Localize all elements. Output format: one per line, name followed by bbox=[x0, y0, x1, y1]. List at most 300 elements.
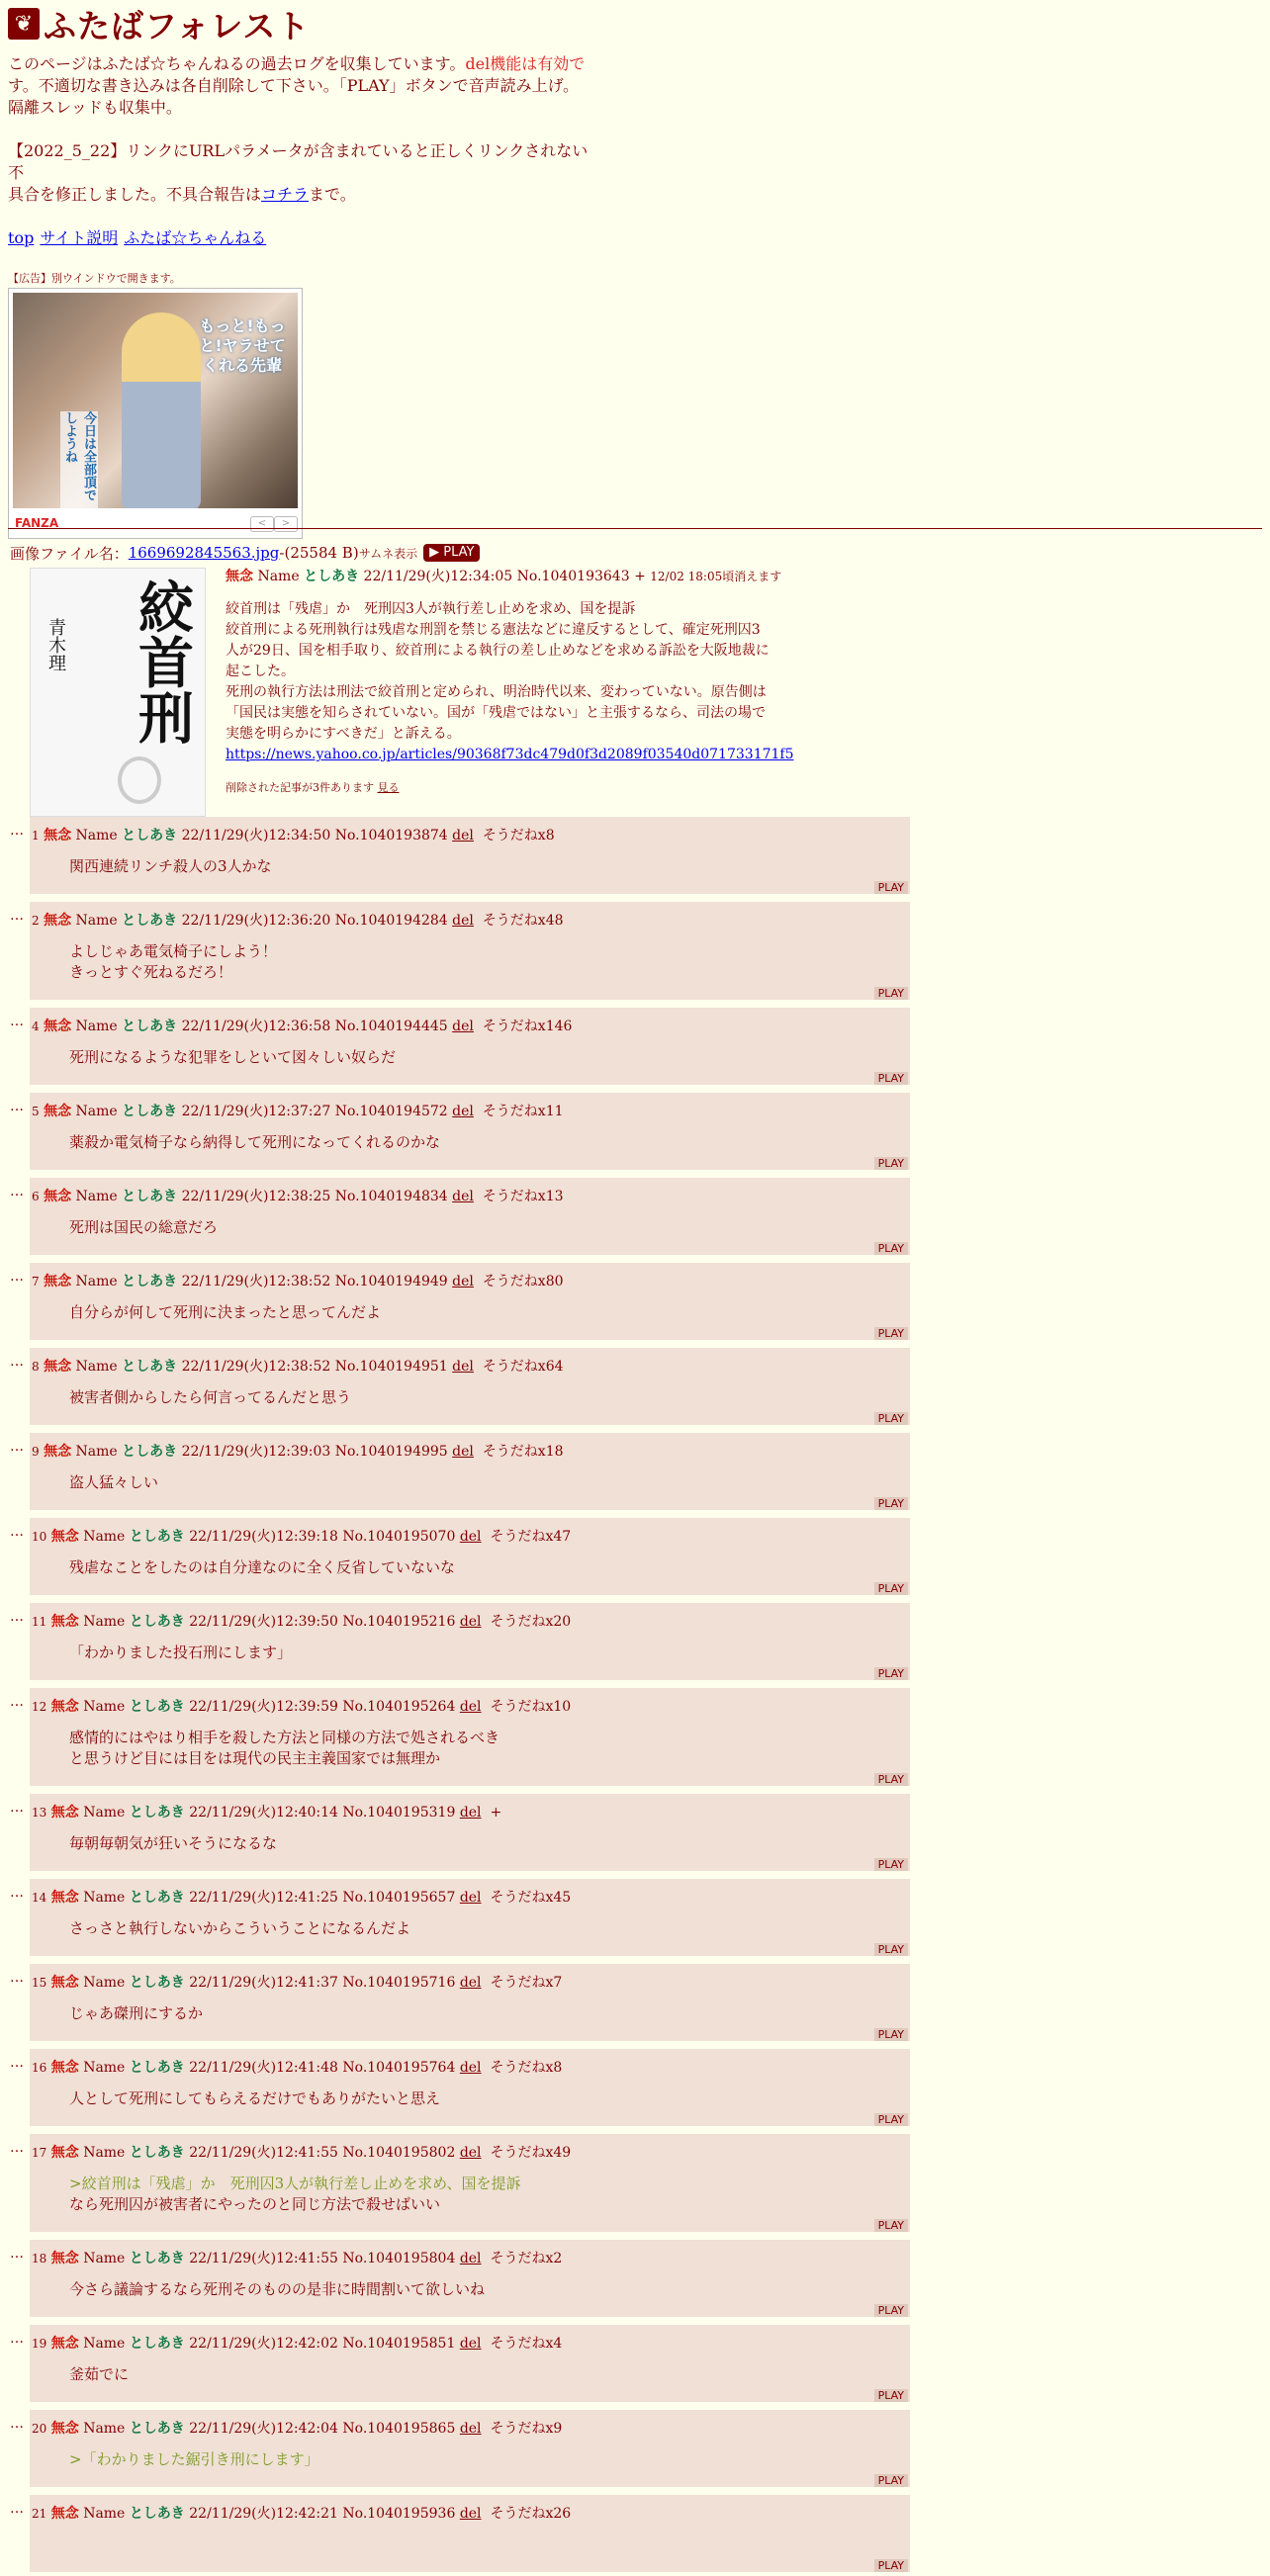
reply-marker: … bbox=[10, 2416, 24, 2432]
reply-post bbox=[10, 1093, 910, 1174]
reply-line: さっさと執行しないからこういうことになるんだよ bbox=[69, 1919, 411, 1937]
del-link[interactable]: del bbox=[459, 1699, 482, 1715]
reply-name-label: Name bbox=[83, 2506, 126, 2522]
nav-futaba[interactable]: ふたば☆ちゃんねる bbox=[124, 228, 267, 247]
reply-number: 7 bbox=[32, 1275, 40, 1288]
reply-post bbox=[10, 1178, 910, 1259]
site-title: ふたばフォレスト bbox=[44, 6, 311, 45]
reply-header bbox=[32, 1526, 571, 1546]
reply-line: きっとすぐ死ねるだろ！ bbox=[69, 963, 233, 981]
sodane-button[interactable]: そうだねx18 bbox=[482, 1444, 564, 1460]
reply-body bbox=[69, 1387, 351, 1408]
reply-header bbox=[32, 1101, 564, 1120]
reply-name-label: Name bbox=[83, 1890, 126, 1906]
reply-marker: … bbox=[10, 1269, 24, 1285]
ad-next-icon[interactable]: > bbox=[274, 516, 298, 532]
reply-title: 無念 bbox=[50, 1975, 79, 1991]
reply-line: 「わかりました投石刑にします」 bbox=[69, 1643, 293, 1661]
reply-header bbox=[32, 1887, 571, 1907]
reply-line: 毎朝毎朝気が狂いそうになるな bbox=[69, 1834, 278, 1852]
reply-name: としあき bbox=[129, 2421, 185, 2437]
play-button[interactable]: ▶ PLAY bbox=[423, 544, 480, 562]
play-button[interactable]: PLAY bbox=[874, 1327, 908, 1340]
reply-box bbox=[30, 1093, 910, 1170]
play-button[interactable]: PLAY bbox=[874, 881, 908, 894]
play-button[interactable]: PLAY bbox=[874, 1412, 908, 1425]
reply-title: 無念 bbox=[50, 1805, 79, 1821]
del-link[interactable]: del bbox=[452, 1359, 474, 1375]
reply-line: 残虐なことをしたのは自分達なのに全く反省していないな bbox=[69, 1558, 456, 1576]
del-link[interactable]: del bbox=[452, 1104, 474, 1119]
reply-number: 13 bbox=[32, 1806, 47, 1820]
reply-number: 6 bbox=[32, 1190, 40, 1203]
reply-line: なら死刑囚が被害者にやったのと同じ方法で殺せばいい bbox=[69, 2195, 441, 2213]
sodane-button[interactable]: そうだねx64 bbox=[482, 1359, 564, 1375]
ad-illustration bbox=[122, 312, 201, 508]
reply-header bbox=[32, 2503, 571, 2523]
reply-name: としあき bbox=[122, 1444, 178, 1460]
reply-name: としあき bbox=[129, 2336, 185, 2352]
del-link[interactable]: del bbox=[459, 2145, 482, 2161]
reply-header bbox=[32, 1356, 564, 1376]
reply-date: 22/11/29(火)12:39:18 No.1040195070 bbox=[189, 1529, 456, 1545]
del-link[interactable]: del bbox=[452, 1274, 474, 1289]
reply-name: としあき bbox=[129, 1890, 185, 1906]
play-button[interactable]: PLAY bbox=[874, 1072, 908, 1085]
sodane-button[interactable]: そうだねx47 bbox=[490, 1529, 572, 1545]
site-nav bbox=[8, 225, 591, 248]
reply-marker: … bbox=[10, 1184, 24, 1199]
site-notice: 【2022_5_22】リンクにURLパラメータが含まれていると正しくリンクされない不 具合を修正しました。不具合報告はコチラまで。 bbox=[8, 141, 589, 204]
reply-number: 21 bbox=[32, 2507, 47, 2521]
reply-body bbox=[69, 941, 277, 983]
reply-header bbox=[32, 1016, 572, 1035]
reply-body bbox=[69, 1302, 381, 1323]
reply-post bbox=[10, 2325, 910, 2406]
reply-line: 盗人猛々しい bbox=[69, 1473, 159, 1491]
play-button[interactable]: PLAY bbox=[874, 2389, 908, 2402]
op-thumbnail[interactable] bbox=[30, 568, 206, 817]
reply-name: としあき bbox=[122, 1019, 178, 1034]
del-link[interactable]: del bbox=[452, 1189, 474, 1204]
sodane-button[interactable]: そうだねx8 bbox=[482, 828, 555, 844]
del-link[interactable]: del bbox=[459, 1529, 482, 1545]
reply-post bbox=[10, 902, 910, 1004]
reply-header bbox=[32, 1271, 564, 1290]
reply-line: 今さら議論するなら死刑そのものの是非に時間割いて欲しいね bbox=[69, 2280, 486, 2298]
reply-number: 9 bbox=[32, 1445, 40, 1459]
reply-header bbox=[32, 2248, 562, 2267]
reply-marker: … bbox=[10, 1354, 24, 1370]
del-link[interactable]: del bbox=[452, 828, 474, 844]
reply-body bbox=[69, 2279, 485, 2300]
reply-marker: … bbox=[10, 1970, 24, 1986]
reply-name: としあき bbox=[122, 828, 178, 844]
reply-date: 22/11/29(火)12:41:55 No.1040195804 bbox=[189, 2251, 456, 2266]
reply-name-label: Name bbox=[83, 1805, 126, 1821]
reply-header bbox=[32, 2057, 562, 2077]
reply-name: としあき bbox=[122, 1104, 178, 1119]
play-button[interactable]: PLAY bbox=[874, 1242, 908, 1255]
play-button[interactable]: PLAY bbox=[874, 1157, 908, 1170]
reply-name: としあき bbox=[122, 1359, 178, 1375]
reply-name-label: Name bbox=[83, 2421, 126, 2437]
reply-number: 20 bbox=[32, 2422, 47, 2436]
deleted-note: 削除された記事が3件あります 見る bbox=[226, 781, 400, 794]
reply-number: 1 bbox=[32, 829, 40, 843]
reply-body bbox=[69, 1047, 396, 1068]
del-link[interactable]: del bbox=[459, 1890, 482, 1906]
reply-title: 無念 bbox=[50, 1614, 79, 1630]
reply-title: 無念 bbox=[50, 2251, 79, 2266]
reply-line: 被害者側からしたら何言ってるんだと思う bbox=[69, 1388, 352, 1406]
reply-box bbox=[30, 1518, 910, 1595]
reply-name: としあき bbox=[129, 2506, 185, 2522]
reply-post bbox=[10, 1433, 910, 1514]
reply-name-label: Name bbox=[83, 2336, 126, 2352]
sodane-button[interactable]: そうだねx48 bbox=[482, 913, 564, 929]
reply-name: としあき bbox=[129, 1975, 185, 1991]
reply-number: 14 bbox=[32, 1891, 47, 1905]
reply-title: 無念 bbox=[44, 1189, 72, 1204]
file-link[interactable]: 1669692845563.jpg bbox=[128, 544, 280, 562]
play-button[interactable]: PLAY bbox=[874, 2028, 908, 2041]
reply-date: 22/11/29(火)12:42:04 No.1040195865 bbox=[189, 2421, 456, 2437]
reply-box bbox=[30, 902, 910, 1000]
del-link[interactable]: del bbox=[452, 1019, 474, 1034]
reply-box bbox=[30, 1603, 910, 1680]
ad-note: 【広告】別ウインドウで開きます。 bbox=[8, 272, 181, 285]
reply-name-label: Name bbox=[75, 1104, 118, 1119]
show-deleted-link[interactable]: 見る bbox=[377, 781, 400, 794]
reply-header bbox=[32, 1972, 562, 1992]
del-link[interactable]: del bbox=[452, 1444, 474, 1460]
sodane-button[interactable]: そうだねx8 bbox=[490, 2060, 563, 2076]
reply-marker: … bbox=[10, 1885, 24, 1901]
quote-line: >絞首刑は「残虐」か 死刑囚3人が執行差し止めを求め、国を提訴 bbox=[69, 2175, 521, 2192]
reply-line: よしじゃあ電気椅子にしよう！ bbox=[69, 942, 278, 960]
reply-line: 関西連続リンチ殺人の3人かな bbox=[69, 857, 272, 875]
reply-name: としあき bbox=[122, 1274, 178, 1289]
reply-post bbox=[10, 1008, 910, 1089]
del-link[interactable]: del bbox=[452, 913, 474, 929]
sodane-button[interactable]: そうだねx20 bbox=[490, 1614, 572, 1630]
play-button[interactable]: PLAY bbox=[874, 1858, 908, 1871]
reply-date: 22/11/29(火)12:38:52 No.1040194949 bbox=[181, 1274, 448, 1289]
sodane-button[interactable]: そうだねx80 bbox=[482, 1274, 564, 1289]
reply-date: 22/11/29(火)12:41:25 No.1040195657 bbox=[189, 1890, 456, 1906]
reply-line: 感情的にはやはり相手を殺した方法と同様の方法で処されるべき bbox=[69, 1729, 500, 1746]
reply-line: 死刑になるような犯罪をしといて図々しい奴らだ bbox=[69, 1048, 397, 1066]
reply-box bbox=[30, 1433, 910, 1510]
reply-marker: … bbox=[10, 823, 24, 839]
reply-post bbox=[10, 1688, 910, 1790]
reply-post bbox=[10, 1964, 910, 2045]
reply-number: 4 bbox=[32, 1020, 40, 1033]
reply-name-label: Name bbox=[75, 1274, 118, 1289]
nav-about[interactable]: サイト説明 bbox=[40, 228, 119, 247]
leaf-icon: ❦ bbox=[8, 8, 40, 40]
reply-marker: … bbox=[10, 2331, 24, 2347]
play-button[interactable]: PLAY bbox=[874, 987, 908, 1000]
sodane-button[interactable]: そうだねx13 bbox=[482, 1189, 564, 1204]
reply-title: 無念 bbox=[50, 2421, 79, 2437]
reply-number: 5 bbox=[32, 1105, 40, 1118]
sodane-button[interactable]: そうだねx26 bbox=[490, 2506, 572, 2522]
ad-side-text: 今日は全部頂でしようね bbox=[60, 411, 98, 508]
reply-header bbox=[32, 1611, 571, 1631]
reply-name: としあき bbox=[129, 1614, 185, 1630]
divider bbox=[8, 528, 1262, 529]
reply-marker: … bbox=[10, 1099, 24, 1114]
play-button[interactable]: PLAY bbox=[874, 2113, 908, 2126]
reply-body bbox=[69, 2364, 129, 2385]
reply-line: 死刑は国民の総意だろ bbox=[69, 1218, 219, 1236]
sodane-button[interactable]: + bbox=[490, 1805, 502, 1821]
reply-date: 22/11/29(火)12:39:50 No.1040195216 bbox=[189, 1614, 456, 1630]
reply-marker: … bbox=[10, 2055, 24, 2071]
reply-header bbox=[32, 910, 564, 930]
reply-name-label: Name bbox=[75, 1359, 118, 1375]
del-link[interactable]: del bbox=[459, 2421, 482, 2437]
reply-date: 22/11/29(火)12:38:25 No.1040194834 bbox=[181, 1189, 448, 1204]
reply-line: じゃあ磔刑にするか bbox=[69, 2004, 204, 2022]
reply-name: としあき bbox=[122, 913, 178, 929]
del-link[interactable]: del bbox=[459, 2506, 482, 2522]
reply-number: 2 bbox=[32, 914, 40, 928]
reply-title: 無念 bbox=[44, 1104, 72, 1119]
reply-header bbox=[32, 1441, 564, 1461]
reply-marker: … bbox=[10, 2246, 24, 2262]
sodane-button[interactable]: そうだねx4 bbox=[490, 2336, 563, 2352]
reply-marker: … bbox=[10, 1800, 24, 1816]
ad-footer bbox=[13, 514, 298, 534]
play-button[interactable]: PLAY bbox=[874, 1667, 908, 1680]
reply-line: と思うけど目には目をは現代の民主主義国家では無理か bbox=[69, 1749, 441, 1767]
reply-title: 無念 bbox=[44, 1359, 72, 1375]
reply-post bbox=[10, 1518, 910, 1599]
site-logo[interactable] bbox=[8, 0, 591, 47]
reply-number: 12 bbox=[32, 1700, 47, 1714]
reply-body bbox=[69, 1472, 158, 1493]
thumb-toggle[interactable]: サムネ表示 bbox=[358, 546, 418, 561]
reply-number: 19 bbox=[32, 2337, 47, 2351]
reply-date: 22/11/29(火)12:42:21 No.1040195936 bbox=[189, 2506, 456, 2522]
play-button[interactable]: PLAY bbox=[874, 1582, 908, 1595]
reply-body bbox=[69, 2003, 203, 2024]
reply-marker: … bbox=[10, 1439, 24, 1455]
reply-box bbox=[30, 1348, 910, 1425]
op-post bbox=[10, 564, 1137, 833]
reply-name: としあき bbox=[129, 1805, 185, 1821]
reply-post bbox=[10, 1879, 910, 1960]
reply-box bbox=[30, 1263, 910, 1340]
reply-line: 人として死刑にしてもらえるだけでもありがたいと思え bbox=[69, 2089, 441, 2107]
ad-banner[interactable] bbox=[8, 288, 303, 539]
reply-marker: … bbox=[10, 1694, 24, 1710]
play-button[interactable]: PLAY bbox=[874, 2219, 908, 2232]
sodane-button[interactable]: そうだねx2 bbox=[490, 2251, 563, 2266]
reply-name: としあき bbox=[129, 2060, 185, 2076]
play-button[interactable]: PLAY bbox=[874, 2304, 908, 2317]
reply-name: としあき bbox=[129, 1699, 185, 1715]
reply-title: 無念 bbox=[50, 2060, 79, 2076]
reply-name: としあき bbox=[129, 2251, 185, 2266]
reply-number: 16 bbox=[32, 2061, 47, 2075]
reply-body bbox=[69, 1557, 455, 1578]
quote-line: >「わかりました鋸引き刑にします」 bbox=[69, 2450, 319, 2468]
del-link[interactable]: del bbox=[459, 2060, 482, 2076]
ad-prev-icon[interactable]: < bbox=[250, 516, 274, 532]
sodane-button[interactable]: そうだねx10 bbox=[490, 1699, 572, 1715]
reply-date: 22/11/29(火)12:36:20 No.1040194284 bbox=[181, 913, 448, 929]
reply-name-label: Name bbox=[83, 1529, 126, 1545]
reply-marker: … bbox=[10, 2140, 24, 2156]
op-plus[interactable]: + bbox=[634, 569, 646, 584]
reply-box bbox=[30, 2049, 910, 2126]
reply-name: としあき bbox=[129, 2145, 185, 2161]
reply-date: 22/11/29(火)12:36:58 No.1040194445 bbox=[181, 1019, 448, 1034]
reply-post bbox=[10, 2134, 910, 2236]
reply-number: 17 bbox=[32, 2146, 47, 2160]
reply-post bbox=[10, 2049, 910, 2130]
sodane-button[interactable]: そうだねx45 bbox=[490, 1890, 572, 1906]
nav-top[interactable]: top bbox=[8, 228, 35, 247]
reply-name-label: Name bbox=[83, 2060, 126, 2076]
sodane-button[interactable]: そうだねx7 bbox=[490, 1975, 563, 1991]
reply-body bbox=[69, 1217, 218, 1238]
thumb-title: 絞首刑 bbox=[130, 578, 195, 745]
reply-post bbox=[10, 1603, 910, 1684]
reply-box bbox=[30, 1879, 910, 1956]
reply-line: 薬殺か電気椅子なら納得して死刑になってくれるのかな bbox=[69, 1133, 441, 1151]
reply-number: 11 bbox=[32, 1615, 47, 1629]
del-link[interactable]: del bbox=[459, 2251, 482, 2266]
reply-box bbox=[30, 1688, 910, 1786]
thumb-author: 青木理 bbox=[45, 618, 66, 671]
reply-line: 自分らが何して死刑に決まったと思ってんだよ bbox=[69, 1303, 382, 1321]
reply-post bbox=[10, 2240, 910, 2321]
reply-date: 22/11/29(火)12:38:52 No.1040194951 bbox=[181, 1359, 448, 1375]
reply-box bbox=[30, 1178, 910, 1255]
op-header: 無念 Name としあき 22/11/29(火)12:34:05 No.1040193643 + 12/02 18:05頃消えます bbox=[226, 569, 782, 584]
play-button[interactable]: PLAY bbox=[874, 1943, 908, 1956]
reply-box bbox=[30, 1964, 910, 2041]
site-description: このページはふたば☆ちゃんねるの過去ログを収集しています。del機能は有効です。不適切な書き込みは各自削除して下さい。「PLAY」ボタンで音声読み上げ。 隔離スレッドも収集中。 bbox=[8, 54, 586, 117]
reply-marker: … bbox=[10, 1524, 24, 1540]
reply-name-label: Name bbox=[75, 1019, 118, 1034]
reply-body bbox=[69, 2174, 521, 2215]
reply-body bbox=[69, 1728, 499, 1769]
sodane-button[interactable]: そうだねx146 bbox=[482, 1019, 573, 1034]
ad-title: もっと!もっと!ヤラせてくれる先輩 bbox=[199, 316, 286, 375]
reply-name-label: Name bbox=[75, 913, 118, 929]
reply-marker: … bbox=[10, 1014, 24, 1029]
reply-header bbox=[32, 2333, 562, 2353]
reply-box bbox=[30, 817, 910, 894]
reply-name-label: Name bbox=[83, 2251, 126, 2266]
play-button[interactable]: PLAY bbox=[874, 1497, 908, 1510]
reply-name: としあき bbox=[122, 1189, 178, 1204]
reply-body bbox=[69, 1918, 410, 1939]
reply-header bbox=[32, 2142, 571, 2162]
ad-image[interactable] bbox=[13, 293, 298, 508]
reply-title: 無念 bbox=[44, 828, 72, 844]
play-button[interactable]: PLAY bbox=[874, 2474, 908, 2487]
reply-date: 22/11/29(火)12:34:50 No.1040193874 bbox=[181, 828, 448, 844]
reply-date: 22/11/29(火)12:41:55 No.1040195802 bbox=[189, 2145, 456, 2161]
reply-title: 無念 bbox=[50, 2336, 79, 2352]
reply-title: 無念 bbox=[50, 2506, 79, 2522]
reply-date: 22/11/29(火)12:41:37 No.1040195716 bbox=[189, 1975, 456, 1991]
del-link[interactable]: del bbox=[459, 2336, 482, 2352]
del-link[interactable]: del bbox=[459, 1975, 482, 1991]
reply-name-label: Name bbox=[75, 828, 118, 844]
reply-header bbox=[32, 825, 555, 844]
news-link[interactable]: https://news.yahoo.co.jp/articles/90368f73dc479d0f3d2089f03540d071733171f5 bbox=[226, 747, 794, 762]
reply-title: 無念 bbox=[50, 1890, 79, 1906]
reply-name-label: Name bbox=[75, 1444, 118, 1460]
reply-date: 22/11/29(火)12:42:02 No.1040195851 bbox=[189, 2336, 456, 2352]
file-line: 画像ファイル名： 1669692845563.jpg -(25584 B) サムネ表示 ▶ PLAY bbox=[10, 542, 1137, 564]
reply-title: 無念 bbox=[50, 2145, 79, 2161]
op-body: 絞首刑は「残虐」か 死刑囚3人が執行差し止めを求め、国を提訴 絞首刑による死刑執行は残虐な刑罰を禁じる憲法などに違反するとして、確定死刑囚3 人が29日、国を相手取り、絞首刑による執行の差し止めなどを求める訴訟を大阪地裁に 起こした。 死刑の執行方法は刑法で絞首刑と定められ、明治時代以来、変わっていない。原告側は 「国民は実態を知らされていない。国が「残虐ではない」と主張するなら、司法の場で 実態を明らかにすべきだ」と訴える。 https://news.yahoo.co.jp/articles/90368f73dc479d0f3d2089f03540d071733171f5 bbox=[226, 601, 794, 762]
reply-name: としあき bbox=[129, 1529, 185, 1545]
play-button[interactable]: PLAY bbox=[874, 2559, 908, 2572]
reply-title: 無念 bbox=[44, 1444, 72, 1460]
reply-number: 15 bbox=[32, 1976, 47, 1990]
reply-title: 無念 bbox=[44, 1274, 72, 1289]
reply-box bbox=[30, 2410, 910, 2487]
reply-post bbox=[10, 2410, 910, 2491]
reply-body bbox=[69, 856, 272, 877]
reply-title: 無念 bbox=[50, 1699, 79, 1715]
reply-post bbox=[10, 817, 910, 898]
reply-date: 22/11/29(火)12:39:03 No.1040194995 bbox=[181, 1444, 448, 1460]
reply-box bbox=[30, 1008, 910, 1085]
reply-name-label: Name bbox=[83, 1614, 126, 1630]
reply-marker: … bbox=[10, 1609, 24, 1625]
reply-name-label: Name bbox=[83, 1975, 126, 1991]
reply-header bbox=[32, 1802, 501, 1821]
reply-line: 釜茹でに bbox=[69, 2365, 130, 2383]
del-link[interactable]: del bbox=[459, 1614, 482, 1630]
reply-box bbox=[30, 2134, 910, 2232]
reply-date: 22/11/29(火)12:41:48 No.1040195764 bbox=[189, 2060, 456, 2076]
reply-number: 8 bbox=[32, 1360, 40, 1374]
reply-post bbox=[10, 1263, 910, 1344]
reply-date: 22/11/29(火)12:40:14 No.1040195319 bbox=[189, 1805, 456, 1821]
reply-name-label: Name bbox=[75, 1189, 118, 1204]
reply-post bbox=[10, 1348, 910, 1429]
reply-box bbox=[30, 1794, 910, 1871]
report-link[interactable]: コチラ bbox=[261, 185, 310, 204]
thread bbox=[10, 542, 1137, 833]
reply-number: 18 bbox=[32, 2252, 47, 2265]
op-text bbox=[226, 566, 859, 795]
sodane-button[interactable]: そうだねx49 bbox=[490, 2145, 572, 2161]
reply-post bbox=[10, 1794, 910, 1875]
play-button[interactable]: PLAY bbox=[874, 1773, 908, 1786]
reply-body bbox=[69, 2449, 319, 2470]
reply-header bbox=[32, 1186, 564, 1205]
sodane-button[interactable]: そうだねx11 bbox=[482, 1104, 564, 1119]
reply-number: 10 bbox=[32, 1530, 47, 1544]
sodane-button[interactable]: そうだねx9 bbox=[490, 2421, 563, 2437]
reply-box bbox=[30, 2495, 910, 2572]
site-header bbox=[8, 0, 591, 539]
del-link[interactable]: del bbox=[459, 1805, 482, 1821]
